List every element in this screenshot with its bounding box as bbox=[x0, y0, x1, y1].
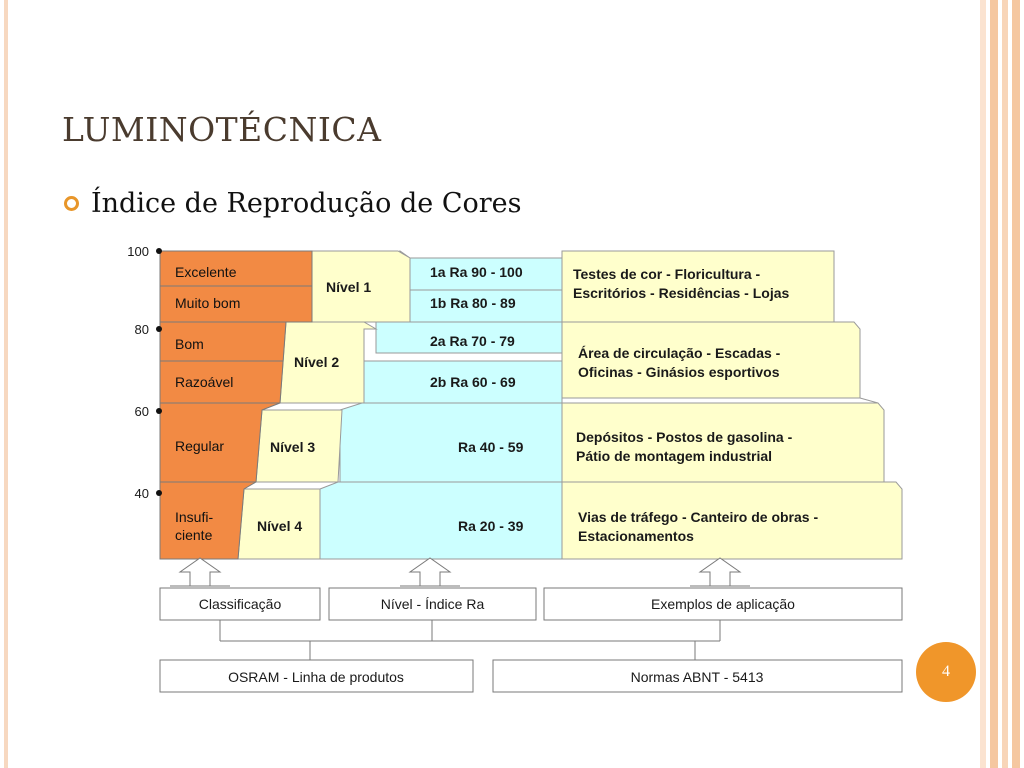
classification-label: Insufi-ciente bbox=[175, 509, 214, 543]
level-label: Nível 4 bbox=[257, 518, 303, 534]
up-arrow-icon bbox=[690, 558, 750, 586]
ra-range-label: Ra 20 - 39 bbox=[458, 518, 524, 534]
scale-label: 100 bbox=[127, 244, 149, 259]
ra-range-label: 2b Ra 60 - 69 bbox=[430, 374, 516, 390]
scale-dot bbox=[156, 408, 162, 414]
footer-label: Exemplos de aplicação bbox=[651, 596, 795, 612]
ra-range-label: 1a Ra 90 - 100 bbox=[430, 264, 523, 280]
bullet-item bbox=[64, 188, 521, 219]
ra-box-4 bbox=[320, 482, 562, 559]
footer-label: Classificação bbox=[198, 596, 282, 612]
ra-range-label: 2a Ra 70 - 79 bbox=[430, 333, 515, 349]
ra-box-3 bbox=[340, 403, 562, 482]
application-label: Área de circulação - Escadas -Oficinas - Ginásios esportivos bbox=[578, 345, 781, 380]
classification-label: Razoável bbox=[175, 374, 234, 390]
classification-label: Muito bom bbox=[175, 295, 241, 311]
ra-range-label: 1b Ra 80 - 89 bbox=[430, 295, 516, 311]
right-decorative-stripes bbox=[980, 0, 1024, 768]
footer-label: Nível - Índice Ra bbox=[380, 596, 485, 612]
classification-label: Excelente bbox=[175, 264, 237, 280]
application-label: Testes de cor - Floricultura -Escritórios - Residências - Lojas bbox=[573, 266, 790, 301]
bullet-circle-icon bbox=[64, 196, 79, 211]
slide-title: LUMINOTÉCNICA bbox=[62, 110, 382, 149]
scale-label: 60 bbox=[134, 404, 149, 419]
left-decorative-stripe bbox=[4, 0, 8, 768]
osram-label: OSRAM - Linha de produtos bbox=[228, 669, 404, 685]
scale-dot bbox=[156, 326, 162, 332]
bullet-text: Índice de Reprodução de Cores bbox=[91, 188, 522, 219]
scale-label: 40 bbox=[134, 486, 149, 501]
application-label: Depósitos - Postos de gasolina -Pátio de montagem industrial bbox=[576, 429, 793, 464]
application-label: Vias de tráfego - Canteiro de obras -Estacionamentos bbox=[578, 509, 819, 544]
classification-label: Regular bbox=[175, 438, 225, 454]
ra-range-label: Ra 40 - 59 bbox=[458, 439, 524, 455]
slide-number-badge: 4 bbox=[916, 642, 976, 702]
level-label: Nível 2 bbox=[294, 354, 340, 370]
scale-label: 80 bbox=[134, 322, 149, 337]
up-arrow-icon bbox=[170, 558, 230, 586]
step-edge bbox=[860, 398, 878, 403]
classification-label: Bom bbox=[175, 336, 204, 352]
up-arrow-icon bbox=[400, 558, 460, 586]
scale-dot bbox=[156, 490, 162, 496]
abnt-label: Normas ABNT - 5413 bbox=[630, 669, 764, 685]
level-label: Nível 1 bbox=[326, 279, 372, 295]
cri-diagram bbox=[110, 235, 910, 705]
scale-dot bbox=[156, 248, 162, 254]
level-label: Nível 3 bbox=[270, 439, 316, 455]
